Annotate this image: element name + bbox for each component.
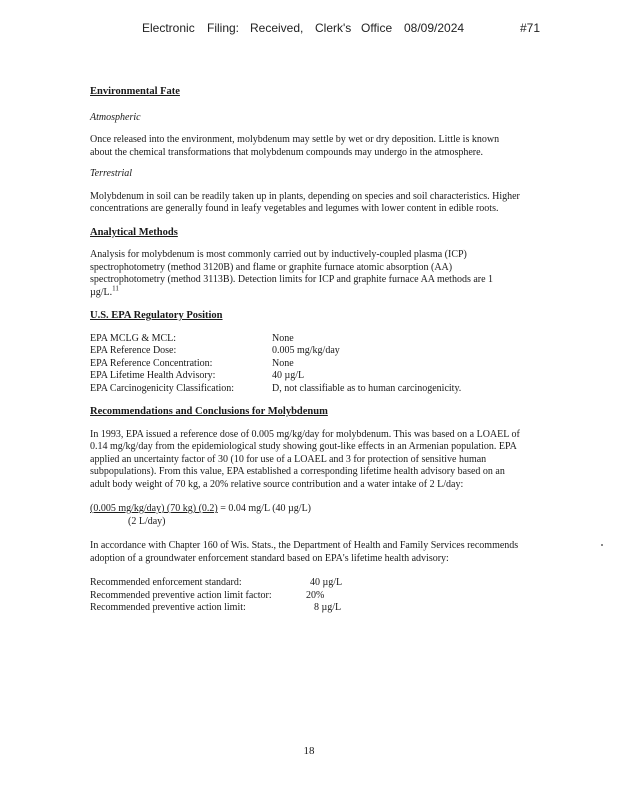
document-body	[90, 86, 522, 615]
recommendation-value: 40 µg/L	[310, 577, 343, 588]
formula-numerator: (0.005 mg/kg/day) (70 kg) (0.2)	[90, 503, 218, 514]
recommendations-heading: Recommendations and Conclusions for Molybdenum	[90, 406, 328, 417]
atmospheric-subheading: Atmospheric	[90, 111, 141, 123]
recommendation-label: Recommended enforcement standard:	[90, 577, 242, 588]
header-date: 08/09/2024	[404, 21, 465, 35]
regulatory-label: EPA Carcinogenicity Classification:	[90, 382, 235, 394]
footnote-reference: 11	[112, 284, 119, 293]
analytical-methods-paragraph	[90, 249, 522, 299]
header-word-electronic: Electronic	[142, 21, 195, 35]
regulatory-value: 0.005 mg/kg/day	[272, 345, 340, 356]
header-word-office: Office	[361, 21, 393, 35]
regulatory-label: EPA Reference Dose:	[90, 345, 177, 356]
regulatory-label: EPA Lifetime Health Advisory:	[90, 370, 216, 381]
regulatory-value: None	[272, 357, 294, 369]
analytical-methods-text: Analysis for molybdenum is most commonly carried out by inductively-coupled plasma (ICP) spectrophotometry (method 3120B) and flame or graphite furnace atomic absorption (AA) spectrophotometry (method 3113B). Detection limits for ICP and graphite furnace AA methods are 1 µg/L.	[90, 249, 494, 298]
terrestrial-subheading: Terrestrial	[90, 168, 133, 179]
atmospheric-paragraph: Once released into the environment, molybdenum may settle by wet or dry deposition. Little is known about the chemical transformations that molybdenum compounds may undergo in the atmosphere.	[90, 134, 500, 158]
wisconsin-paragraph: In accordance with Chapter 160 of Wis. Stats., the Department of Health and Family Services recommends adoption of a groundwater enforcement standard based on EPA's lifetime health advisory:	[90, 540, 519, 564]
regulatory-value: D, not classifiable as to human carcinogenicity.	[272, 382, 462, 394]
regulatory-value: None	[272, 332, 294, 344]
recommendation-value: 8 µg/L	[314, 602, 342, 613]
header-word-filing: Filing:	[207, 21, 240, 35]
formula-denominator: (2 L/day)	[128, 515, 166, 527]
page-number: 18	[303, 745, 315, 757]
regulatory-position-heading: U.S. EPA Regulatory Position	[90, 310, 223, 321]
recommendation-value: 20%	[306, 589, 325, 601]
analytical-methods-heading: Analytical Methods	[90, 226, 178, 238]
formula-result: = 0.04 mg/L (40 µg/L)	[217, 503, 312, 514]
environmental-fate-heading: Environmental Fate	[90, 86, 180, 97]
filing-header	[0, 21, 618, 37]
recommended-standards-list	[90, 577, 522, 615]
recommendation-label: Recommended preventive action limit factor:	[90, 589, 272, 601]
formula-numerator-line	[90, 503, 522, 516]
health-advisory-formula	[90, 503, 522, 528]
regulatory-list	[90, 333, 522, 396]
scan-speck	[601, 544, 603, 546]
header-word-clerks: Clerk's	[315, 21, 352, 35]
regulatory-label: EPA MCLG & MCL:	[90, 332, 177, 344]
header-word-received: Received,	[250, 21, 304, 35]
terrestrial-paragraph: Molybdenum in soil can be readily taken up in plants, depending on species and soil characteristics. Higher concentrations are generally found in leafy vegetables and legumes with lower content in edible roots.	[90, 190, 520, 214]
recommendations-paragraph: In 1993, EPA issued a reference dose of 0.005 mg/kg/day for molybdenum. This was based on a LOAEL of 0.14 mg/kg/day from the epidemiological study showing gout-like effects in an Armenian population. EPA applied an uncertainty factor of 30 (10 for use of a LOAEL and 3 for protection of sensitive human subpopulations). From this value, EPA established a corresponding lifetime health advisory based on an adult body weight of 70 kg, a 20% relative source contribution and a water intake of 2 L/day:	[90, 428, 520, 490]
regulatory-value: 40 µg/L	[272, 370, 305, 381]
header-document-number: #71	[520, 21, 541, 35]
recommendation-label: Recommended preventive action limit:	[90, 602, 246, 613]
regulatory-label: EPA Reference Concentration:	[90, 357, 213, 369]
